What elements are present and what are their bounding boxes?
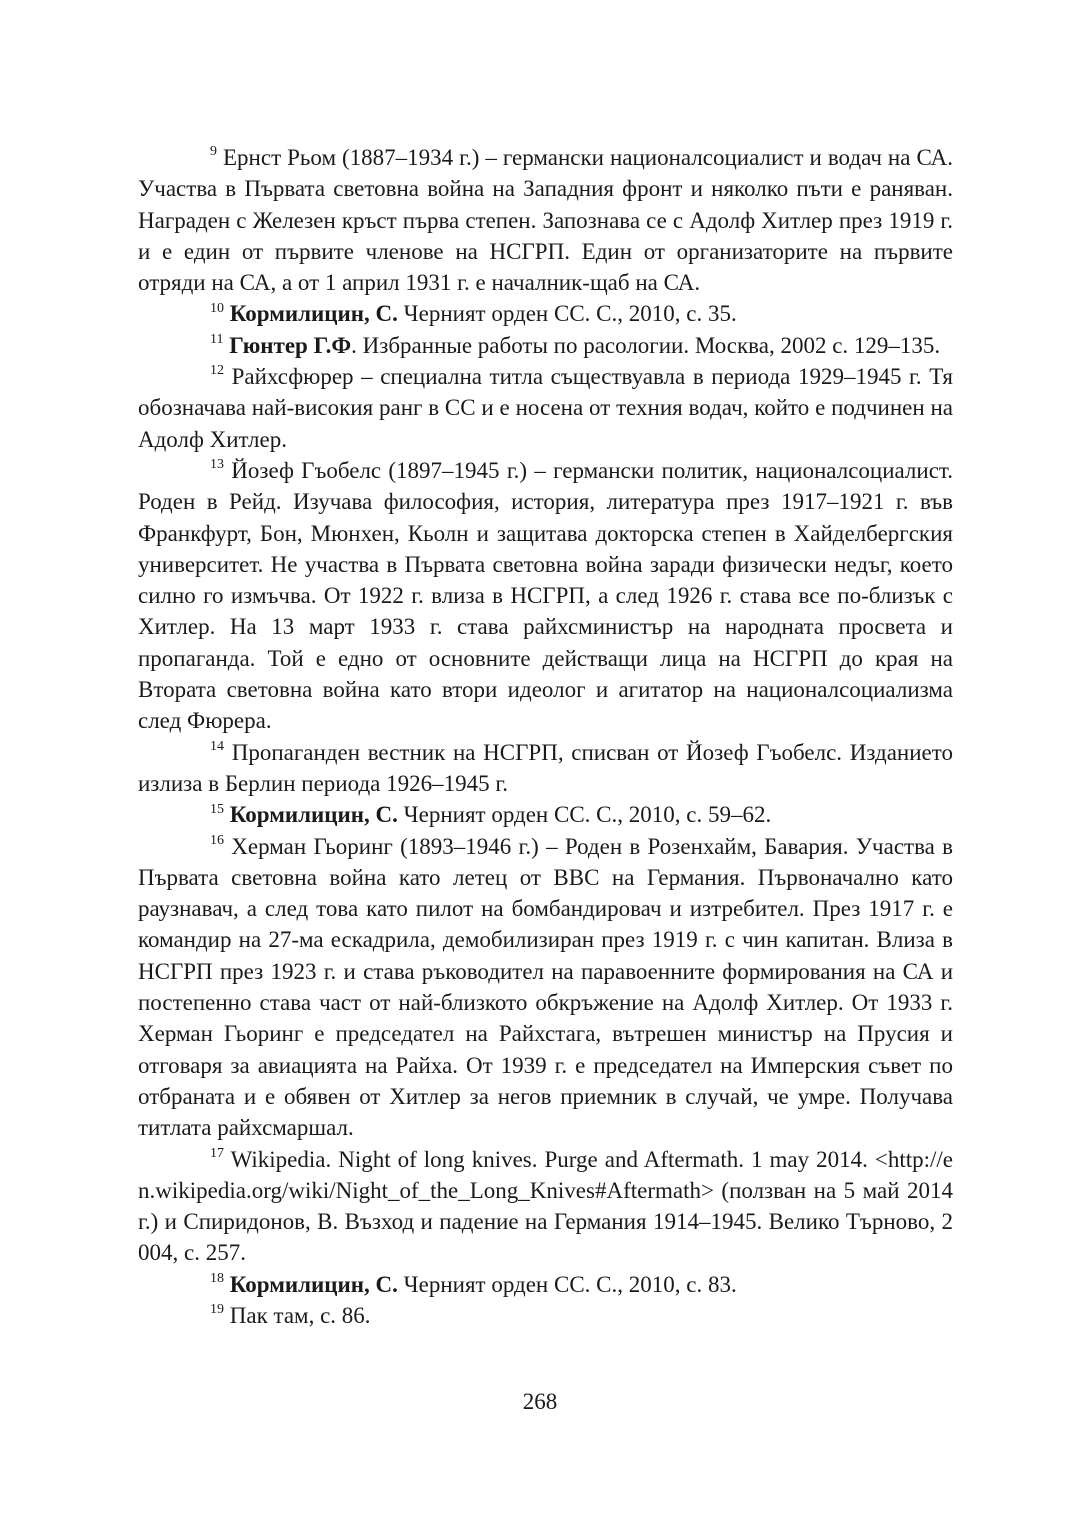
footnote-text: Черният орден СС. С., 2010, с. 83.: [397, 1271, 737, 1297]
footnote-number: 10: [210, 300, 224, 316]
footnote-text: Пак там, с. 86.: [229, 1302, 371, 1328]
footnote-number: 9: [210, 144, 217, 160]
footnote-author: Кормилицин, С.: [229, 1271, 398, 1297]
footnote-author: Кормилицин, С.: [229, 802, 398, 828]
footnote-text: Йозеф Гъобелс (1897–1945 г.) – германски политик, националсоциалист. Роден в Рейд. Изучава философия, история, литература през 1917–1921 г. във Франкфурт, Бон, Мюнхен, Кьолн и защитава докторска степен в Хайделбергския университет. Не участва в Първата световна война заради физически недъг, което силно го измъчва. От 1922 г. влиза в НСГРП, а след 1926 г. става все по-близък с Хитлер. На 13 март 1933 г. става райхсминистър на народната просвета и пропаганда. Той е едно от основните действащи лица на НСГРП до края на Втората световна война като втори идеолог и агитатор на националсоциализма след Фюрера.: [138, 457, 953, 734]
footnote-18: [138, 1269, 953, 1300]
footnote-number: 17: [210, 1145, 224, 1161]
footnote-19: [138, 1300, 953, 1331]
footnote-13: [138, 455, 953, 737]
footnote-number: 13: [210, 457, 224, 473]
footnote-text: Черният орден СС. С., 2010, с. 59–62.: [397, 802, 772, 828]
footnote-9: [138, 142, 953, 298]
footnote-number: 18: [210, 1271, 224, 1287]
footnote-text: Wikipedia. Night of long knives. Purge and Aftermath. 1 may 2014. <http://en.wikipedia.org/wiki/Night_of_the_Long_Knives#Aftermath> (ползван на 5 май 2014 г.) и Спиридонов, В. Възход и падение на Германия 1914–1945. Велико Търново, 2004, с. 257.: [138, 1146, 953, 1266]
footnote-text: Черният орден СС. С., 2010, с. 35.: [397, 301, 737, 327]
footnote-number: 11: [210, 332, 224, 348]
page-number: 268: [522, 1389, 558, 1414]
footnote-text: Херман Гьоринг (1893–1946 г.) – Роден в Розенхайм, Бавария. Участва в Първата световна война като летец от ВВС на Германия. Първоначално като раузнавач, а след това като пилот на бомбандировач и изтребител. През 1917 г. е командир на 27-ма ескадрила, демобилизиран през 1919 г. с чин капитан. Влиза в НСГРП през 1923 г. и става ръководител на паравоенните формирования на СА и постепенно става част от най-близкото обкръжение на Адолф Хитлер. От 1933 г. Херман Гьоринг е председател на Райхстага, вътрешен министър на Прусия и отговаря за авиацията на Райха. От 1939 г. е председател на Имперския съвет по отбраната и е обявен от Хитлер за негов приемник в случай, че умре. Получава титлата райхсмаршал.: [138, 833, 953, 1141]
footnote-number: 12: [210, 363, 224, 379]
footnote-15: [138, 799, 953, 830]
footnote-number: 14: [210, 738, 224, 754]
footnote-author: Кормилицин, С.: [229, 301, 398, 327]
footnote-17: [138, 1144, 953, 1269]
footnote-text: Пропаганден вестник на НСГРП, списван от Йозеф Гъобелс. Изданието излиза в Берлин периода 1926–1945 г.: [138, 739, 953, 796]
footnote-11: [138, 330, 953, 361]
footnote-number: 15: [210, 801, 224, 817]
footnote-text: Райхсфюрер – специална титла съществуавла в периода 1929–1945 г. Тя обозначава най-високия ранг в СС и е носена от техния водач, който е подчинен на Адолф Хитлер.: [138, 364, 953, 452]
footnote-number: 16: [210, 832, 224, 848]
footnote-number: 19: [210, 1302, 224, 1318]
footnote-16: [138, 831, 953, 1144]
footnote-14: [138, 737, 953, 800]
footnote-author: Гюнтер Г.Ф: [229, 332, 352, 358]
footnote-12: [138, 361, 953, 455]
footnote-text: . Избранные работы по расологии. Москва, 2002 с. 129–135.: [351, 332, 941, 358]
footnotes-section: [138, 142, 953, 1331]
footnote-text: Ернст Рьом (1887–1934 г.) – германски националсоциалист и водач на СА. Участва в Първата световна война на Западния фронт и няколко пъти е раняван. Награден с Железен кръст първа степен. Запознава се с Адолф Хитлер през 1919 г. и е един от първите членове на НСГРП. Един от организаторите на първите отряди на СА, а от 1 април 1931 г. е началник-щаб на СА.: [138, 145, 953, 296]
footnote-10: [138, 298, 953, 329]
